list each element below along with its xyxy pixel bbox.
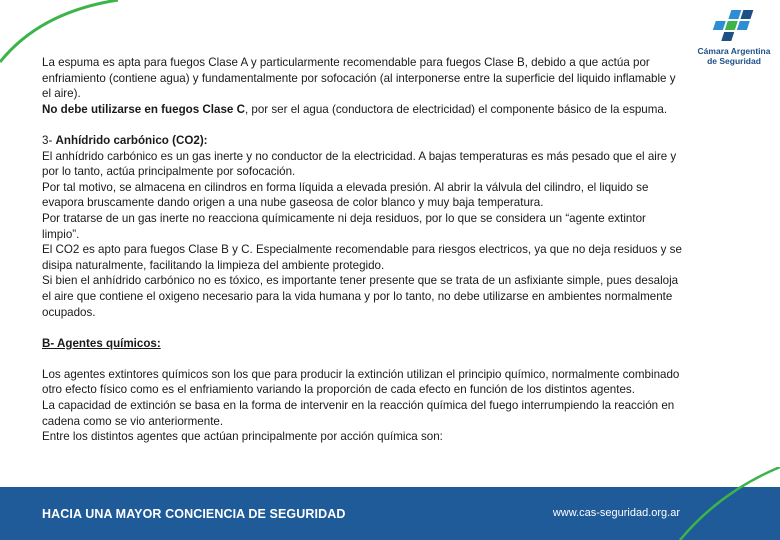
co2-paragraph-3: Por tratarse de un gas inerte no reacciona químicamente ni deja residuos, por lo que se considera un “agente extintor limpio”. xyxy=(42,211,646,241)
logo-cross-icon xyxy=(708,8,760,46)
section-b-heading: B- Agentes químicos: xyxy=(42,336,161,350)
co2-paragraph-1: El anhídrido carbónico es un gas inerte y no conductor de la electricidad. A bajas temperaturas es más pesado que el aire y por lo tanto, actúa principalmente por sofocación. xyxy=(42,149,677,179)
espuma-warning-rest: , por ser el agua (conductora de electricidad) el componente básico de la espuma. xyxy=(244,102,668,116)
footer-bar xyxy=(0,487,780,540)
co2-heading-prefix: 3- xyxy=(42,133,56,147)
document-body xyxy=(42,55,682,445)
footer-green-swoosh xyxy=(660,467,780,540)
co2-paragraph-2: Por tal motivo, se almacena en cilindros en forma líquida a elevada presión. Al abrir la válvula del cilindro, el liquido se evapora bruscamente dando origen a una nube gaseosa de color blanco y muy baja temperatura. xyxy=(42,180,649,210)
espuma-paragraph: La espuma es apta para fuegos Clase A y particularmente recomendable para fuegos Clase B, debido a que actúa por enfriamiento (contiene agua) y fundamentalmente por sofocación (al interponerse entre la superficie del liquido inflamable y el aire). xyxy=(42,56,676,101)
logo-line-2: de Seguridad xyxy=(707,56,761,66)
quimicos-paragraph-1: Los agentes extintores químicos son los que para producir la extinción utilizan el principio químico, normalmente combinado otro efecto físico como es el enfriamiento variando la proporción de cada efecto en función de los distintos agentes. xyxy=(42,367,680,397)
footer-slogan: HACIA UNA MAYOR CONCIENCIA DE SEGURIDAD xyxy=(42,507,346,521)
co2-heading-title: Anhídrido carbónico (CO2): xyxy=(55,133,208,147)
footer-website-link[interactable]: www.cas-seguridad.org.ar xyxy=(552,507,680,519)
logo-line-1: Cámara Argentina xyxy=(697,46,771,56)
camara-argentina-logo xyxy=(696,8,772,66)
co2-paragraph-5: Si bien el anhídrido carbónico no es tóxico, es importante tener presente que se trata de un asfixiante simple, pues desaloja el aire que contiene el oxigeno necesario para la vida humana y por lo tanto, no debe utilizarse en ambientes normalmente ocupados. xyxy=(42,274,679,319)
co2-paragraph-4: El CO2 es apto para fuegos Clase B y C. Especialmente recomendable para riesgos electricos, ya que no deja residuos y se disipa naturalmente, facilitando la limpieza del ambiente protegido. xyxy=(42,243,682,272)
espuma-warning-paragraph xyxy=(42,102,682,118)
quimicos-paragraph-3: Entre los distintos agentes que actúan principalmente por acción química son: xyxy=(42,430,443,444)
quimicos-paragraph-2: La capacidad de extinción se basa en la forma de intervenir en la reacción química del fuego interrumpiendo la reacción en cadena como se vio anteriormente. xyxy=(42,399,675,428)
co2-heading xyxy=(42,133,682,149)
espuma-warning-bold: No debe utilizarse en fuegos Clase C xyxy=(42,102,245,116)
